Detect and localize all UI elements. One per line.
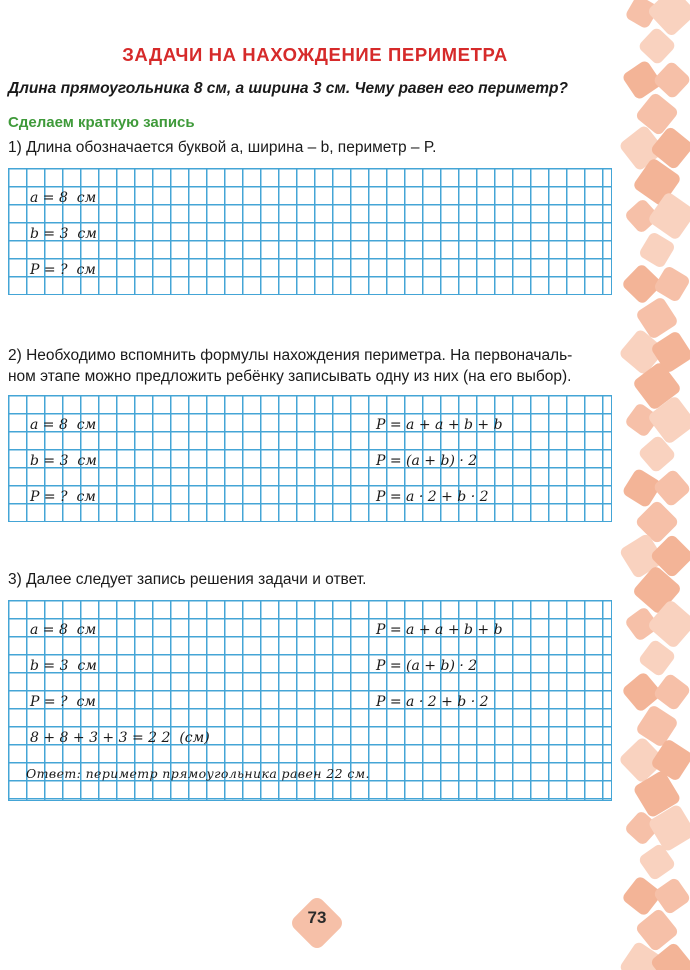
decor-tile [653, 877, 690, 916]
decor-tile [653, 265, 690, 303]
formula-sum: P = a + a + b + b [376, 417, 503, 433]
given-width: b = 3 см [30, 658, 97, 674]
formula-brackets: P = (a + b) · 2 [376, 453, 478, 469]
task-question: Длина прямоугольника 8 см, а ширина 3 см. Чему равен его периметр? [8, 80, 568, 97]
given-width: b = 3 см [30, 226, 97, 242]
step-1-text: 1) Длина обозначается буквой a, ширина – b, периметр – P. [8, 139, 437, 156]
subheading: Сделаем краткую запись [8, 114, 195, 131]
decor-tile [652, 672, 690, 711]
solution-line: 8 + 8 + 3 + 3 = 2 2 (см) [30, 730, 210, 746]
formula-brackets: P = (a + b) · 2 [376, 658, 478, 674]
formula-doubled: P = a · 2 + b · 2 [376, 489, 489, 505]
given-length: a = 8 см [30, 190, 97, 206]
step-2-text-line1: 2) Необходимо вспомнить формулы нахождения периметра. На первоначаль- [8, 347, 573, 364]
decorative-border [620, 0, 690, 970]
step-2-text-line2: ном этапе можно предложить ребёнку записывать одну из них (на его выбор). [8, 368, 572, 385]
notebook-grid-1 [8, 168, 612, 295]
given-perimeter: P = ? см [30, 489, 96, 505]
answer-line: Ответ: периметр прямоугольника равен 22 см. [26, 766, 370, 781]
step-3-text: 3) Далее следует запись решения задачи и ответ. [8, 571, 367, 588]
given-length: a = 8 см [30, 622, 97, 638]
formula-doubled: P = a · 2 + b · 2 [376, 694, 489, 710]
decor-tile [652, 468, 690, 508]
decor-tile [652, 60, 690, 100]
page-title: ЗАДАЧИ НА НАХОЖДЕНИЕ ПЕРИМЕТРА [122, 44, 508, 65]
given-perimeter: P = ? см [30, 694, 96, 710]
given-perimeter: P = ? см [30, 262, 96, 278]
formula-sum: P = a + a + b + b [376, 622, 503, 638]
notebook-grid-2 [8, 395, 612, 522]
page-number: 73 [307, 908, 327, 927]
given-length: a = 8 см [30, 417, 97, 433]
given-width: b = 3 см [30, 453, 97, 469]
notebook-grid-3 [8, 600, 612, 801]
